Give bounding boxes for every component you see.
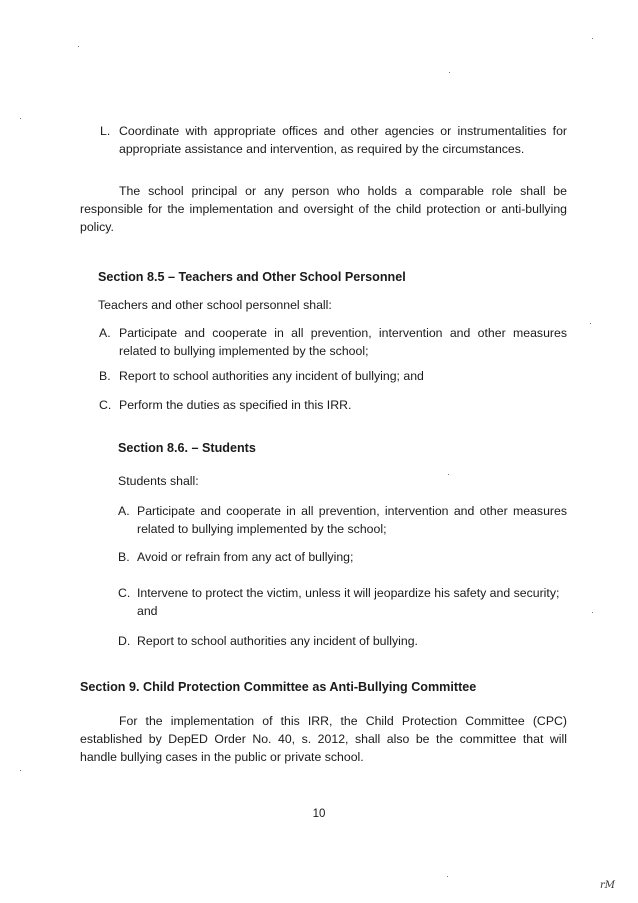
section-9-paragraph	[80, 712, 567, 766]
scan-speck	[449, 72, 450, 73]
list-item-line: Intervene to protect the victim, unless it will jeopardize his safety and security;	[137, 586, 560, 600]
list-item-l	[119, 122, 567, 158]
list-item: Perform the duties as specified in this IRR.	[119, 398, 352, 412]
paragraph-line: The school principal or any person who holds a comparable role shall be	[119, 184, 567, 198]
section-intro: Teachers and other school personnel shall:	[98, 298, 332, 312]
list-marker: D.	[118, 634, 131, 648]
list-marker: L.	[100, 124, 111, 138]
scan-speck	[20, 118, 21, 119]
paragraph-line: responsible for the implementation and oversight of the child protection or anti-bullying	[80, 202, 567, 216]
list-marker: A.	[118, 504, 130, 518]
paragraph-line: For the implementation of this IRR, the Child Protection Committee (CPC)	[119, 714, 567, 728]
section-intro: Students shall:	[118, 474, 199, 488]
scan-speck	[20, 770, 21, 771]
list-item-line: Participate and cooperate in all prevention, intervention and other measures	[119, 326, 567, 340]
page-number: 10	[312, 808, 326, 820]
scan-speck	[78, 46, 79, 47]
section-heading-8-5: Section 8.5 – Teachers and Other School Personnel	[98, 270, 406, 284]
scan-speck	[592, 612, 593, 613]
section-heading-9: Section 9. Child Protection Committee as Anti-Bullying Committee	[80, 680, 477, 694]
list-item: Report to school authorities any incident of bullying.	[137, 634, 418, 648]
scan-speck	[447, 876, 448, 877]
list-item-line: appropriate assistance and intervention, as required by the circumstances.	[119, 142, 525, 156]
list-marker: A.	[99, 326, 111, 340]
list-item-line: and	[137, 604, 158, 618]
paragraph-line: policy.	[80, 220, 114, 234]
list-item-line: related to bullying implemented by the school;	[119, 344, 369, 358]
list-marker: B.	[118, 550, 130, 564]
list-marker: B.	[99, 369, 111, 383]
scan-speck	[592, 38, 593, 39]
list-marker: C.	[118, 586, 131, 600]
paragraph-line: established by DepED Order No. 40, s. 2012, shall also be the committee that will	[80, 732, 567, 746]
handwritten-initials: rM	[600, 880, 616, 891]
list-item	[137, 502, 567, 538]
list-item-line: Coordinate with appropriate offices and other agencies or instrumentalities for	[119, 124, 567, 138]
scan-speck	[590, 323, 591, 324]
list-item-line: related to bullying implemented by the school;	[137, 522, 387, 536]
list-item	[137, 584, 569, 620]
scan-speck	[448, 474, 449, 475]
list-item: Avoid or refrain from any act of bullying;	[137, 550, 354, 564]
list-item: Report to school authorities any incident of bullying; and	[119, 369, 424, 383]
list-item	[119, 324, 567, 360]
list-item-line: Participate and cooperate in all prevention, intervention and other measures	[137, 504, 567, 518]
paragraph-line: handle bullying cases in the public or private school.	[80, 750, 364, 764]
principal-paragraph	[80, 182, 567, 236]
list-marker: C.	[99, 398, 112, 412]
section-heading-8-6: Section 8.6. – Students	[118, 441, 256, 455]
